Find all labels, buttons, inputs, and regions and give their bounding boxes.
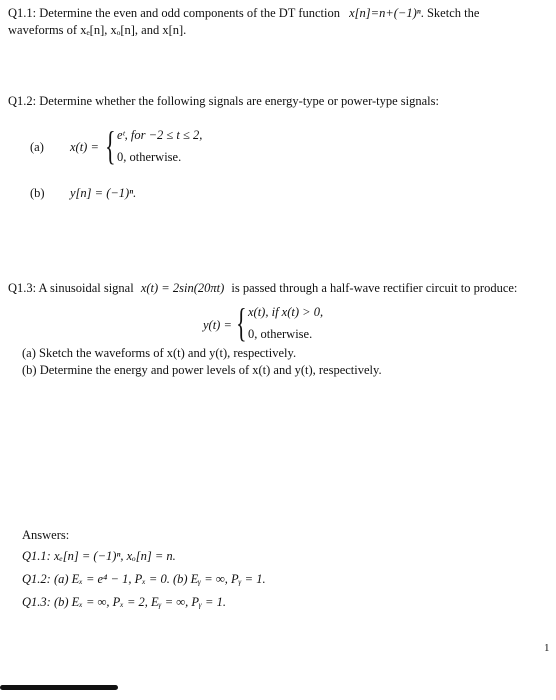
q12-a-label: (a): [30, 140, 44, 154]
q12-a-cases: [117, 128, 202, 165]
q13-y-lhs: y(t) =: [203, 318, 232, 332]
q11-line1: [8, 6, 479, 22]
answer-q12: Q1.2: (a) Eₓ = e⁴ − 1, Pₓ = 0. (b) Eᵧ = ∞, Pᵧ = 1.: [22, 572, 266, 586]
q12-a-case2: 0, otherwise.: [117, 149, 182, 164]
q11-formula: x[n]=n+(−1)ⁿ: [349, 6, 421, 20]
q13-stem-line: [8, 281, 517, 297]
answers-heading: Answers:: [22, 528, 70, 542]
q13-signal: x(t) = 2sin(20πt): [140, 281, 225, 295]
q13-part-b: (b) Determine the energy and power levels of x(t) and y(t), respectively.: [22, 363, 382, 377]
q12-b-formula: y[n] = (−1)ⁿ.: [70, 186, 137, 200]
q13-brace: {: [236, 300, 247, 345]
q11-stem: Q1.1: Determine the even and odd components of the DT function: [8, 6, 340, 20]
q11-line2: waveforms of xₑ[n], xₒ[n], and x[n].: [8, 23, 187, 37]
q13-stem-post: is passed through a half-wave rectifier circuit to produce:: [231, 281, 518, 295]
q13-stem-pre: Q1.3: A sinusoidal signal: [8, 281, 134, 295]
q12-a-lhs: x(t) =: [70, 140, 99, 154]
q12-b-label: (b): [30, 186, 45, 200]
q12-stem: Q1.2: Determine whether the following signals are energy-type or power-type signals:: [8, 94, 439, 108]
q13-case1: x(t), if x(t) > 0,: [248, 305, 324, 319]
answer-q13: Q1.3: (b) Eₓ = ∞, Pₓ = 2, Eᵧ = ∞, Pᵧ = 1.: [22, 595, 226, 609]
q13-cases: [248, 305, 323, 342]
page-number: 1: [544, 642, 550, 654]
scroll-indicator[interactable]: [0, 685, 118, 690]
q13-case2: 0, otherwise.: [248, 326, 313, 341]
q11-stem-end: . Sketch the: [420, 6, 480, 20]
answer-q11: Q1.1: xₑ[n] = (−1)ⁿ, xₒ[n] = n.: [22, 549, 176, 563]
q12-a-brace: {: [105, 123, 116, 168]
q13-part-a: (a) Sketch the waveforms of x(t) and y(t), respectively.: [22, 346, 297, 360]
q12-a-case1: eᵗ, for −2 ≤ t ≤ 2,: [117, 128, 203, 142]
